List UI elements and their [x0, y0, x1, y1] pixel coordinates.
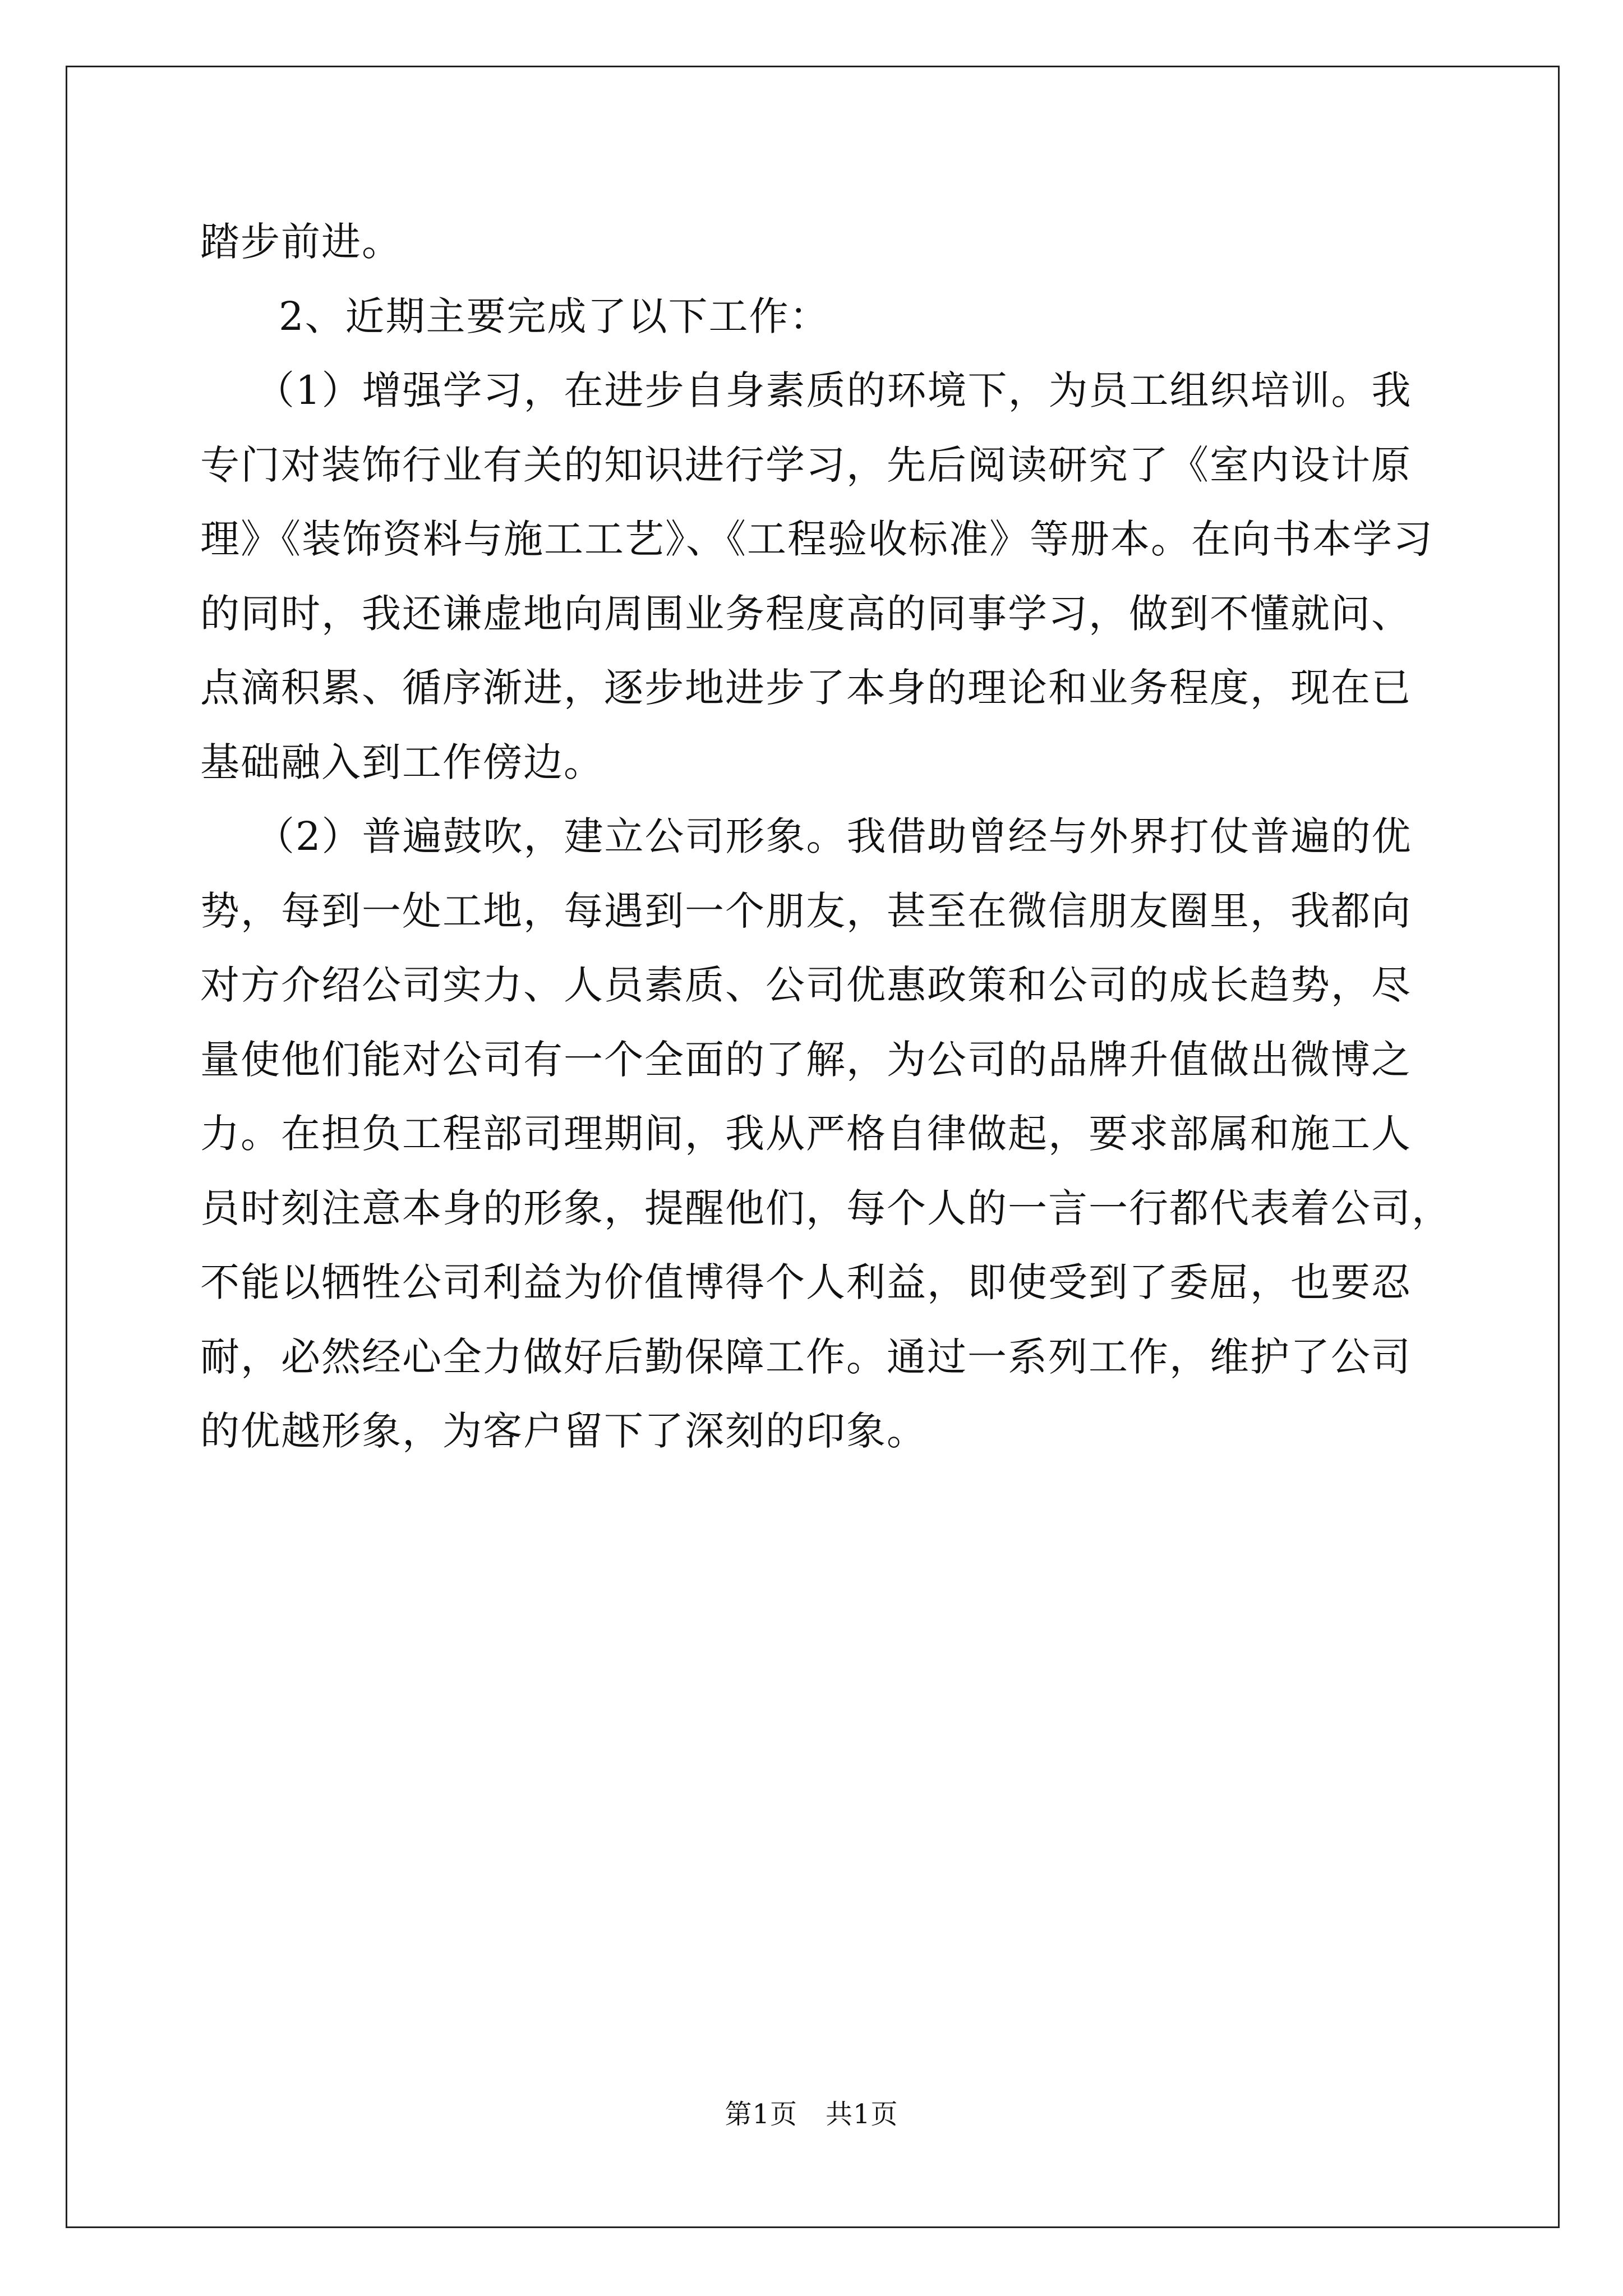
- body-line: 耐，必然经心全力做好后勤保障工作。通过一系列工作，维护了公司: [200, 1333, 1412, 1380]
- body-line: 理》《装饰资料与施工工艺》、《工程验收标准》等册本。在向书本学习: [200, 516, 1433, 562]
- page-number-total: 共1页: [826, 2099, 898, 2130]
- body-line: 踏步前进。: [200, 219, 402, 265]
- body-line: 的优越形象，为客户留下了深刻的印象。: [200, 1408, 927, 1454]
- body-line: 的同时，我还谦虚地向周围业务程度高的同事学习，做到不懂就问、: [200, 590, 1412, 637]
- body-line: 量使他们能对公司有一个全面的了解，为公司的品牌升值做出微博之: [200, 1036, 1412, 1083]
- body-line: 基础融入到工作傍边。: [200, 739, 604, 785]
- page-footer: [0, 2092, 1623, 2131]
- body-line: 员时刻注意本身的形象，提醒他们，每个人的一言一行都代表着公司，: [200, 1185, 1452, 1231]
- body-line: 对方介绍公司实力、人员素质、公司优惠政策和公司的成长趋势，尽: [200, 962, 1412, 1008]
- body-line: 点滴积累、循序渐进，逐步地进步了本身的理论和业务程度，现在已: [200, 665, 1412, 711]
- body-line: （2）普遍鼓吹，建立公司形象。我借助曾经与外界打仗普遍的优: [255, 813, 1412, 859]
- body-line: 不能以牺牲公司利益为价值博得个人利益，即使受到了委屈，也要忍: [200, 1259, 1412, 1305]
- body-line: 力。在担负工程部司理期间，我从严格自律做起，要求部属和施工人: [200, 1111, 1412, 1157]
- page-number-current: 第1页: [725, 2099, 797, 2130]
- document-body: [200, 205, 1452, 1469]
- body-line: 2、近期主要完成了以下工作：: [279, 293, 830, 339]
- body-line: 专门对装饰行业有关的知识进行学习，先后阅读研究了《室内设计原: [200, 441, 1412, 488]
- body-line: 势，每到一处工地，每遇到一个朋友，甚至在微信朋友圈里，我都向: [200, 887, 1412, 934]
- body-line: （1）增强学习，在进步自身素质的环境下，为员工组织培训。我: [255, 367, 1412, 413]
